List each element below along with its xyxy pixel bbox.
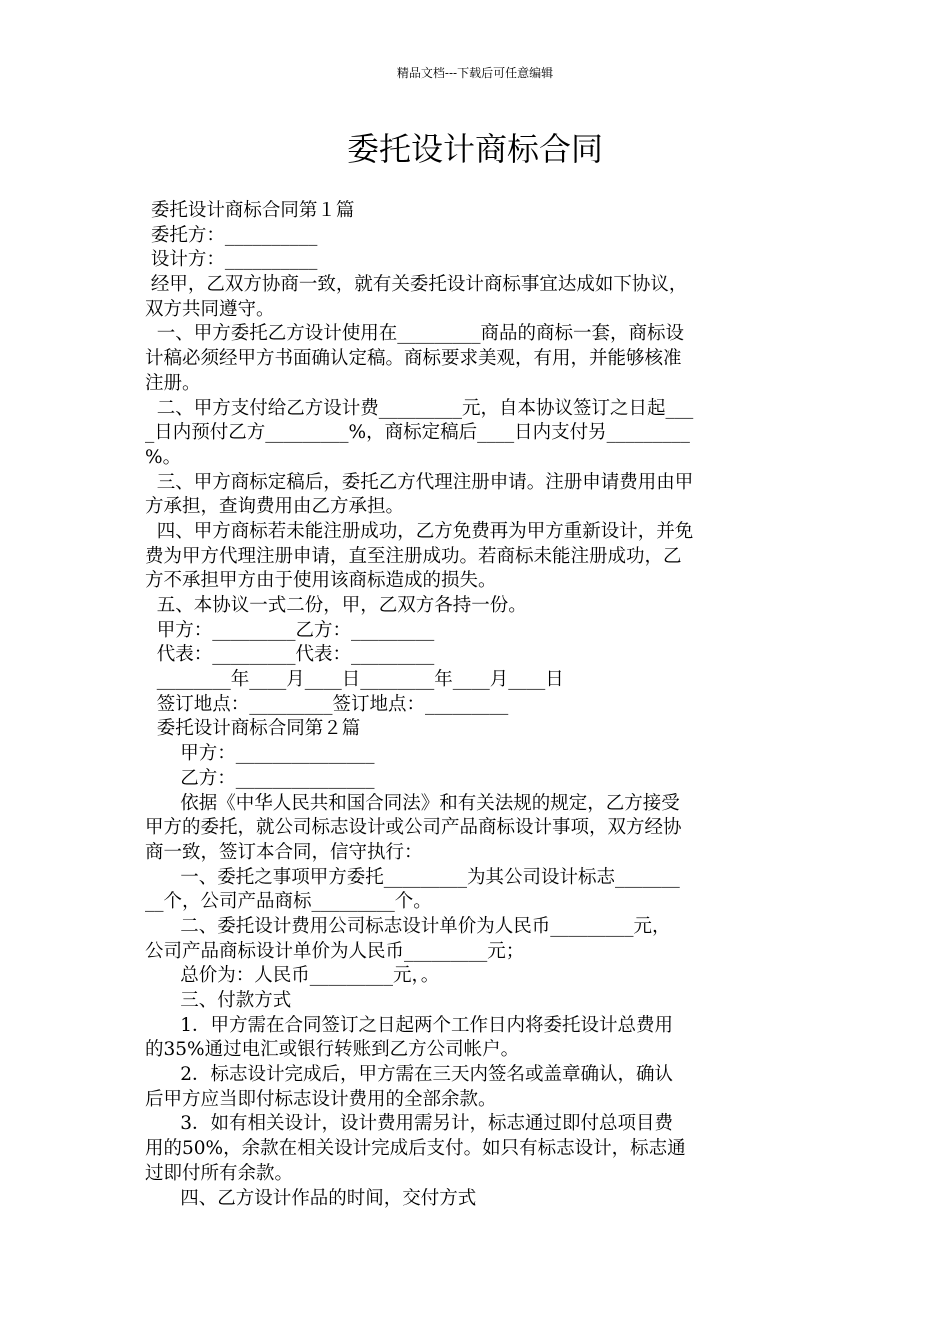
body-line: 1．甲方需在合同签订之日起两个工作日内将委托设计总费用 [145,1014,674,1036]
body-line: 甲方：_______________ [145,743,375,765]
document-title: 委托设计商标合同 [346,130,603,168]
body-line: 签订地点：_________签订地点：_________ [145,693,509,715]
body-line: %。 [145,446,182,468]
body-line: 计稿必须经甲方书面确认定稿。商标要求美观，有用，并能够核准 [145,348,682,370]
body-line: 甲方的委托，就公司标志设计或公司产品商标设计事项，双方经协 [145,817,682,839]
body-line: 依据《中华人民共和国合同法》和有关法规的规定，乙方接受 [145,792,680,814]
body-line: 注册。 [145,372,201,394]
body-line: 总价为：人民币_________元，。 [145,965,440,987]
body-line: 2．标志设计完成后，甲方需在三天内签名或盖章确认，确认 [145,1064,674,1086]
body-line: 商一致，签订本合同，信守执行： [145,841,423,863]
body-line: 乙方：_______________ [145,767,375,789]
body-line: 三、付款方式 [145,990,292,1011]
body-line: 后甲方应当即付标志设计费用的全部余款。 [145,1088,497,1110]
body-line: 3．如有相关设计，设计费用需另计，标志通过即付总项目费 [145,1113,674,1135]
body-line: 三、甲方商标定稿后，委托乙方代理注册申请。注册申请费用由甲 [145,471,694,493]
body-line: _日内预付乙方_________%，商标定稿后____日内支付另_________ [145,422,690,444]
body-line: 委托设计商标合同第１篇 [145,200,355,221]
body-line: 甲方：_________乙方：_________ [145,619,435,641]
body-line: 方不承担甲方由于使用该商标造成的损失。 [145,570,497,592]
body-line: 方承担，查询费用由乙方承担。 [145,496,405,518]
body-line: 用的50%，余款在相关设计完成后支付。如只有标志设计，标志通 [145,1138,686,1160]
body-line: 双方共同遵守。 [145,298,275,320]
body-line: 四、乙方设计作品的时间，交付方式 [145,1187,477,1209]
body-line: ________年____月____日________年____月____日 [145,669,564,691]
header-note: 精品文档---下载后可任意编辑 [396,66,554,80]
body-line: 委托设计商标合同第２篇 [145,718,361,740]
body-line: 四、甲方商标若未能注册成功，乙方免费再为甲方重新设计，并免 [145,520,694,542]
body-line: 一、甲方委托乙方设计使用在_________商品的商标一套，商标设 [145,323,685,345]
body-line: 费为甲方代理注册申请，直至注册成功。若商标未能注册成功，乙 [145,545,682,567]
body-line: 二、委托设计费用公司标志设计单价为人民币_________元， [145,915,671,937]
body-line: 过即付所有余款。 [145,1162,294,1184]
body-line: 设计方：__________ [145,249,318,271]
body-line: 一、委托之事项甲方委托_________为其公司设计标志_______ [145,866,680,888]
body-line: 代表：_________代表：_________ [145,644,435,666]
body-line: 委托方：__________ [145,224,318,246]
body-line: 公司产品商标设计单价为人民币_________元； [145,940,525,962]
contract-body [145,199,807,1211]
body-line: 经甲，乙双方协商一致，就有关委托设计商标事宜达成如下协议， [145,274,688,296]
body-line: 二、甲方支付给乙方设计费_________元，自本协议签订之日起___ [145,397,694,419]
body-line: 五、本协议一式二份，甲，乙双方各持一份。 [145,595,527,616]
body-line: 的35%通过电汇或银行转账到乙方公司帐户。 [145,1039,520,1061]
body-line: __个，公司产品商标_________个。 [145,891,432,913]
